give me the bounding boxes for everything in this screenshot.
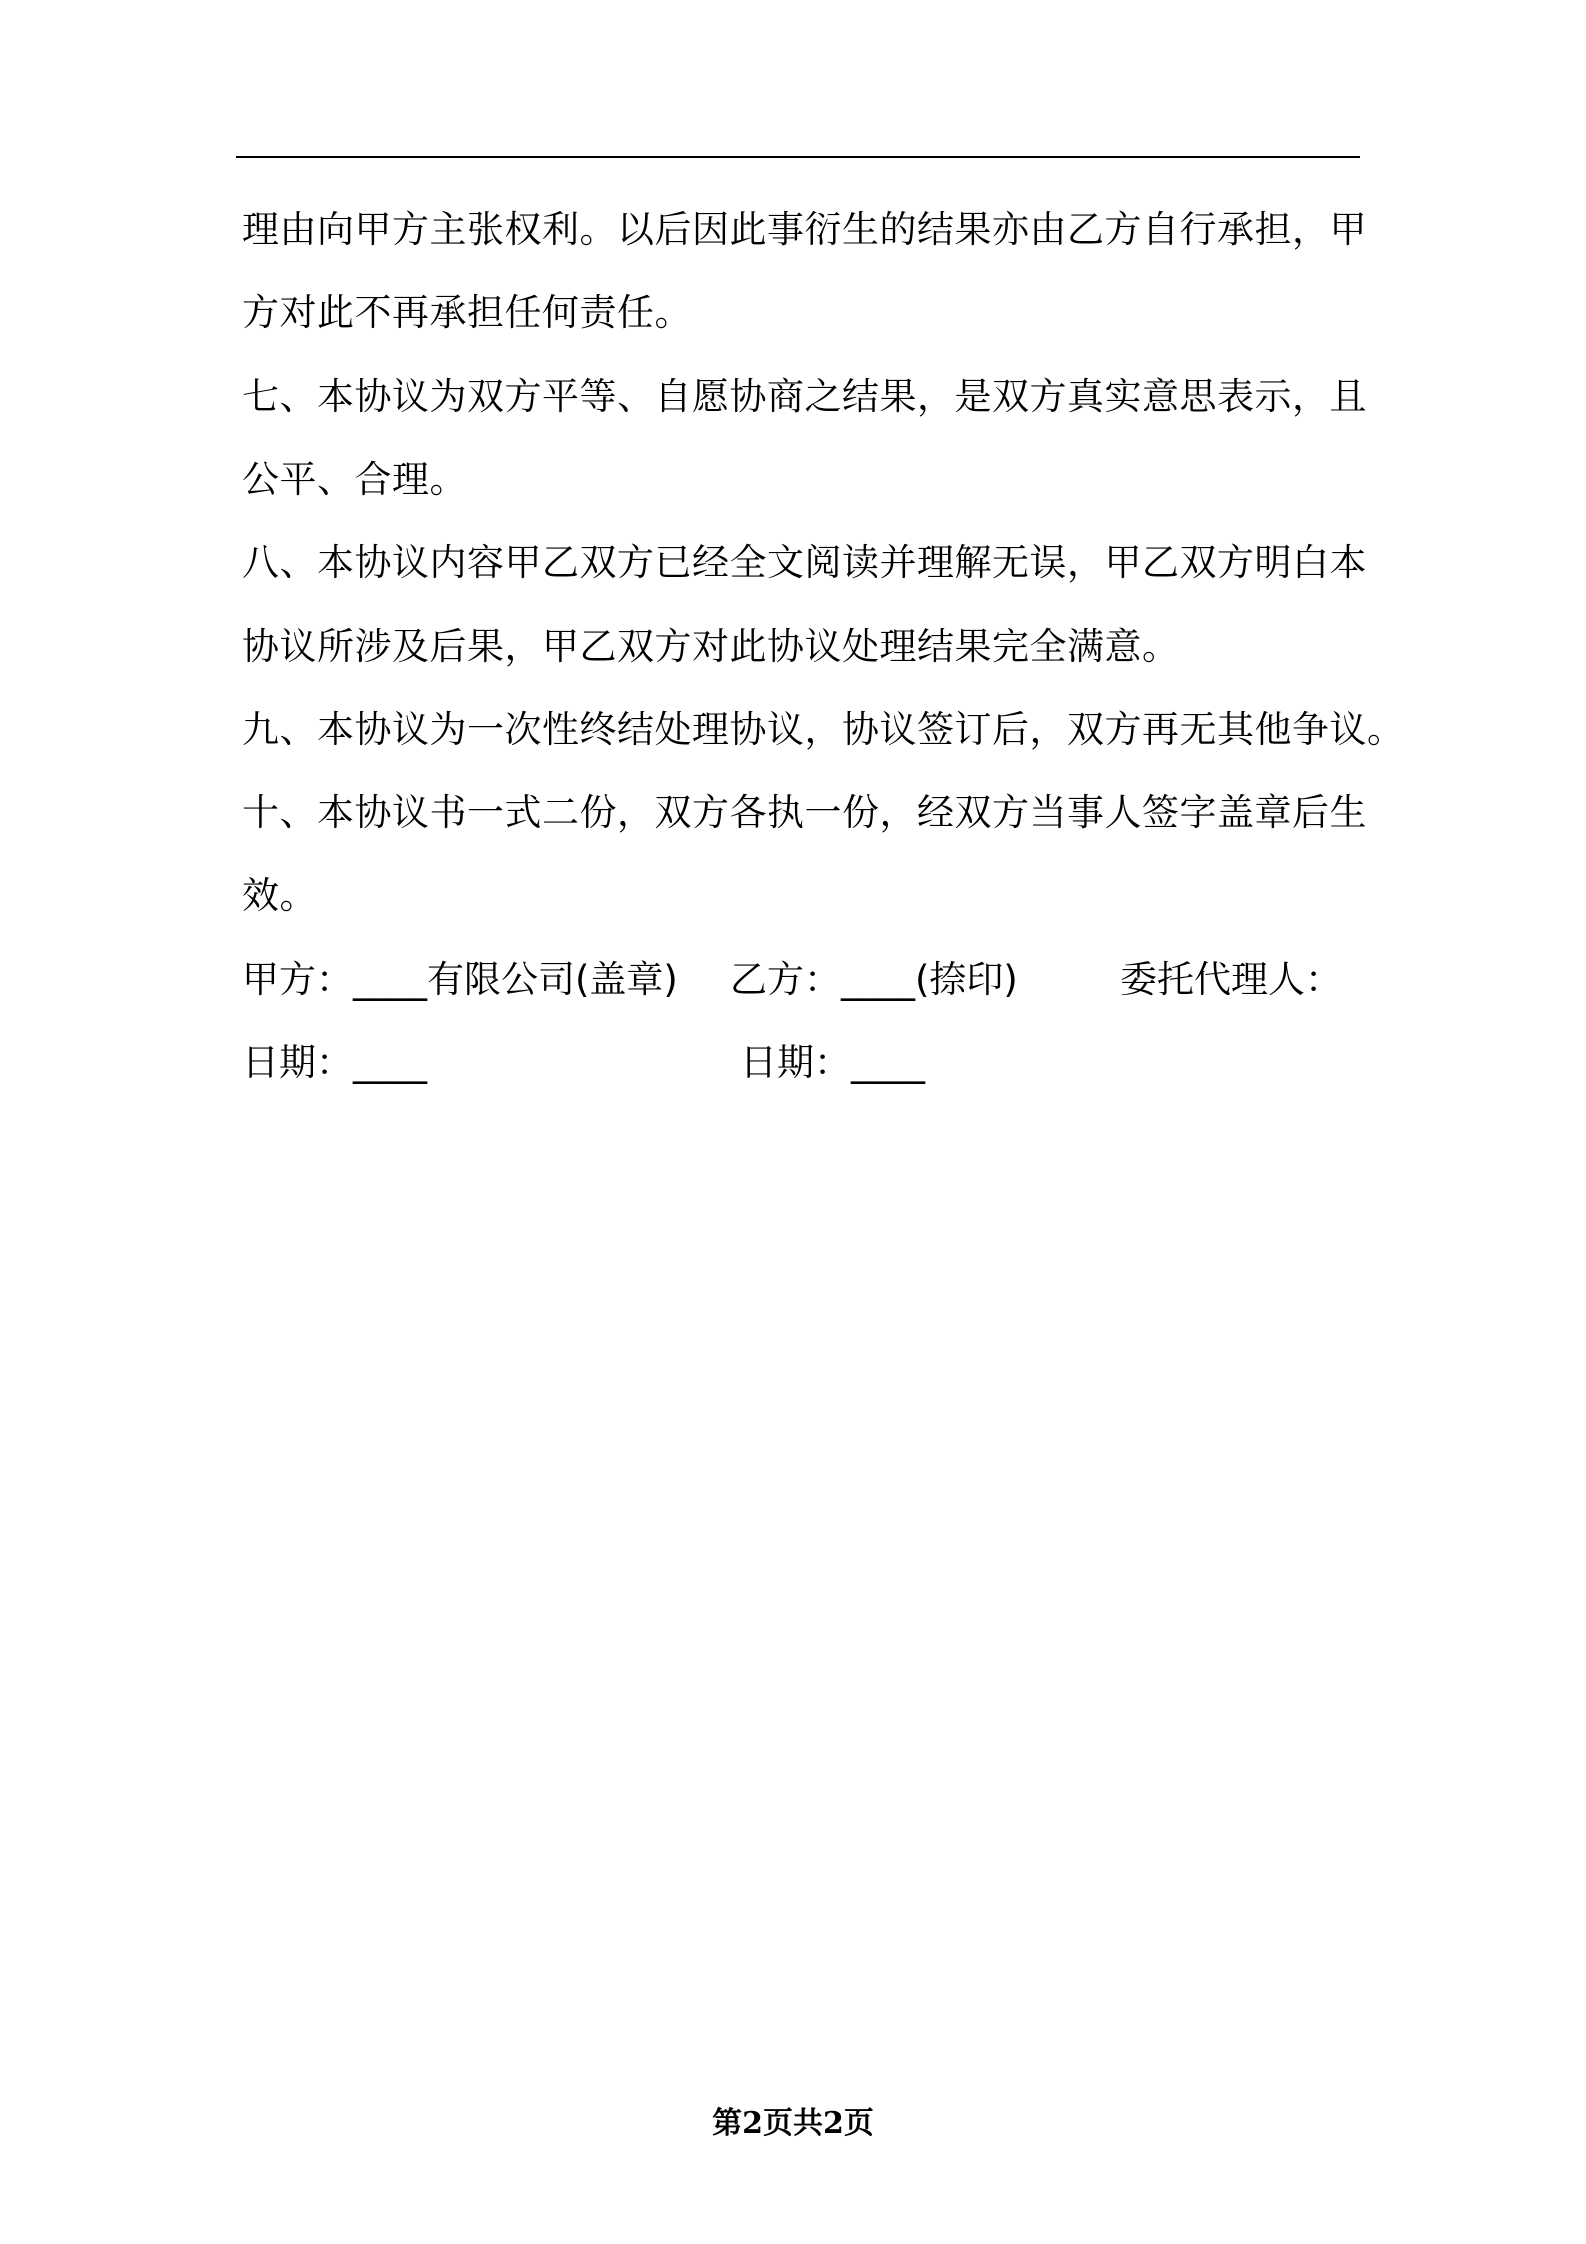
body-line: 方对此不再承担任何责任。 bbox=[242, 291, 692, 334]
body-line: 九、本协议为一次性终结处理协议，协议签订后，双方再无其他争议。 bbox=[242, 708, 1405, 751]
header-rule bbox=[236, 156, 1360, 158]
party-b-signature: 乙方：____(捺印) bbox=[730, 958, 1018, 1001]
party-a-date: 日期：____ bbox=[242, 1041, 427, 1084]
party-a-signature: 甲方：____有限公司(盖章) bbox=[242, 958, 678, 1001]
body-line: 十、本协议书一式二份，双方各执一份，经双方当事人签字盖章后生 bbox=[242, 791, 1367, 834]
page-number: 第2页共2页 bbox=[712, 2106, 874, 2141]
agent-label: 委托代理人： bbox=[1120, 958, 1342, 1001]
body-line: 公平、合理。 bbox=[242, 458, 467, 501]
body-line: 七、本协议为双方平等、自愿协商之结果，是双方真实意思表示，且 bbox=[242, 375, 1367, 418]
body-line: 八、本协议内容甲乙双方已经全文阅读并理解无误，甲乙双方明白本 bbox=[242, 541, 1367, 584]
body-line: 理由向甲方主张权利。以后因此事衍生的结果亦由乙方自行承担，甲 bbox=[242, 208, 1367, 251]
body-line: 效。 bbox=[242, 874, 317, 917]
party-b-date: 日期：____ bbox=[740, 1041, 925, 1084]
body-line: 协议所涉及后果，甲乙双方对此协议处理结果完全满意。 bbox=[242, 625, 1180, 668]
